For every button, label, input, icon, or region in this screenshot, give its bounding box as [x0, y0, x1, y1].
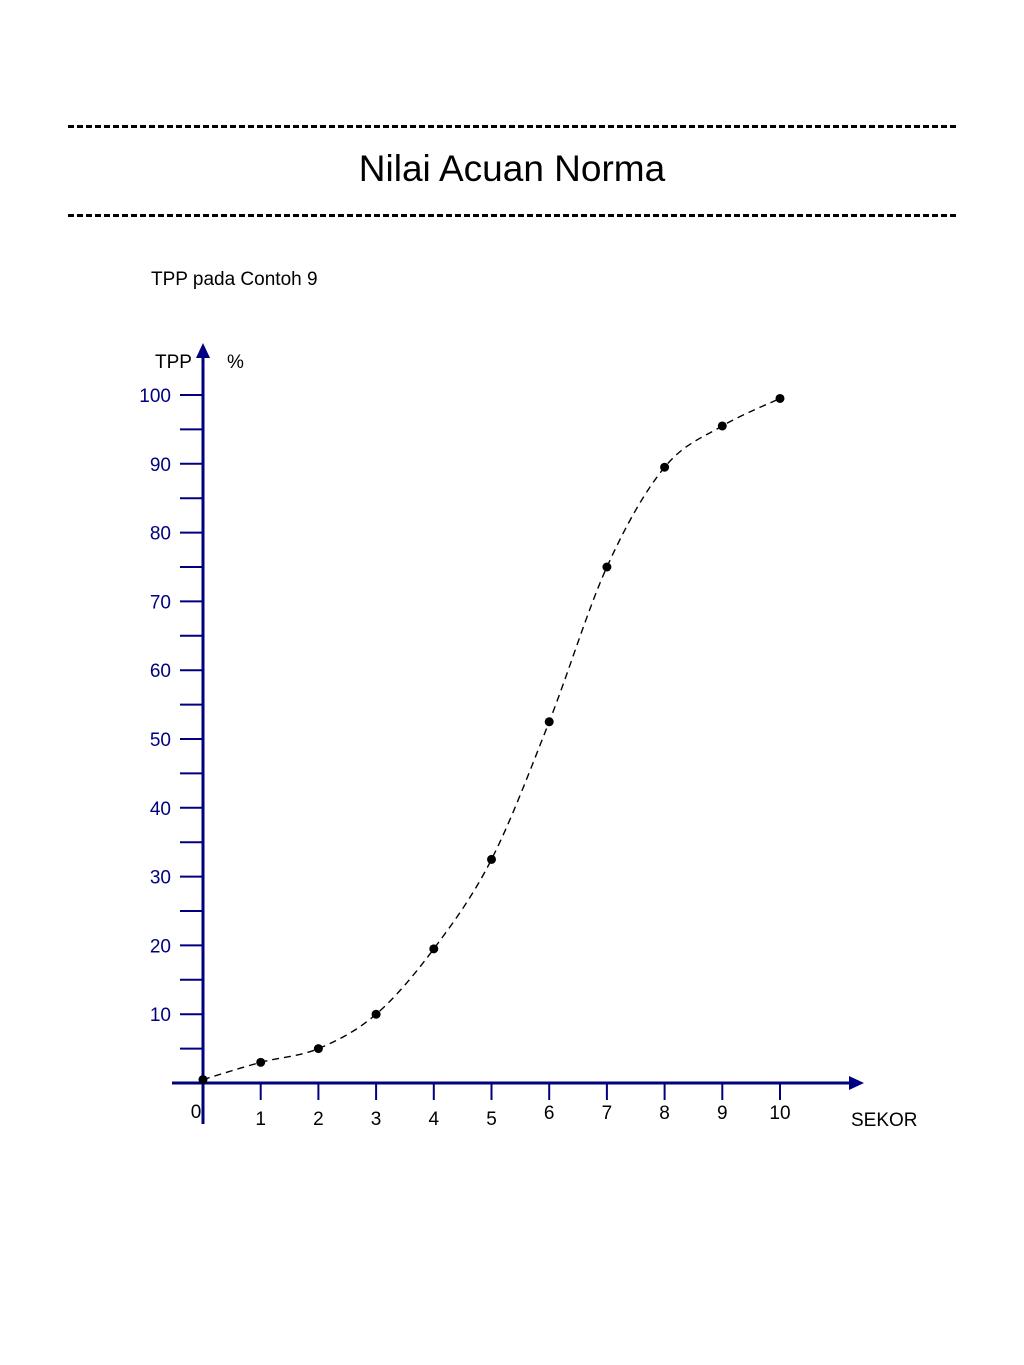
y-tick-label: 40	[149, 798, 171, 820]
y-tick-label: 70	[149, 592, 171, 614]
y-tick-label: 20	[149, 936, 171, 958]
x-tick-label: 6	[543, 1103, 555, 1124]
y-axis-unit: %	[227, 352, 244, 373]
x-axis-arrowhead	[849, 1076, 864, 1090]
x-tick-label: 2	[313, 1109, 324, 1130]
x-tick-label: 10	[769, 1103, 791, 1124]
data-points	[199, 394, 785, 1084]
x-tick-label: 4	[428, 1109, 440, 1130]
data-point	[199, 1075, 208, 1084]
x-tick-label: 0	[190, 1102, 202, 1123]
y-axis-arrowhead	[196, 343, 210, 358]
page-title: Nilai Acuan Norma	[358, 148, 666, 189]
data-point	[487, 855, 496, 864]
fit-curve	[203, 398, 780, 1079]
y-ticks	[139, 386, 203, 1049]
y-tick-label: 10	[149, 1005, 171, 1027]
data-point	[429, 944, 438, 953]
chart-subtitle: TPP pada Contoh 9	[151, 269, 318, 290]
y-tick-label: 80	[149, 523, 171, 545]
y-tick-label: 60	[149, 661, 171, 683]
x-ticks	[191, 1083, 791, 1130]
y-tick-label: 90	[149, 454, 171, 476]
data-point	[314, 1044, 323, 1053]
x-tick-label: 8	[659, 1103, 670, 1124]
x-tick-label: 9	[717, 1103, 728, 1124]
data-point	[372, 1010, 381, 1019]
y-tick-label: 100	[139, 386, 171, 407]
data-point	[718, 421, 727, 430]
x-tick-label: 7	[601, 1103, 613, 1124]
x-tick-label: 1	[255, 1109, 266, 1130]
y-tick-label: 30	[149, 867, 171, 889]
y-axis-label: TPP	[155, 352, 192, 373]
data-point	[256, 1058, 265, 1067]
x-tick-label: 3	[370, 1109, 382, 1130]
data-point	[776, 394, 785, 403]
y-tick-label: 50	[149, 730, 171, 751]
data-point	[545, 717, 554, 726]
x-tick-label: 5	[486, 1109, 497, 1130]
data-point	[660, 463, 669, 472]
data-point	[602, 563, 611, 572]
x-axis-label: SEKOR	[851, 1110, 918, 1131]
